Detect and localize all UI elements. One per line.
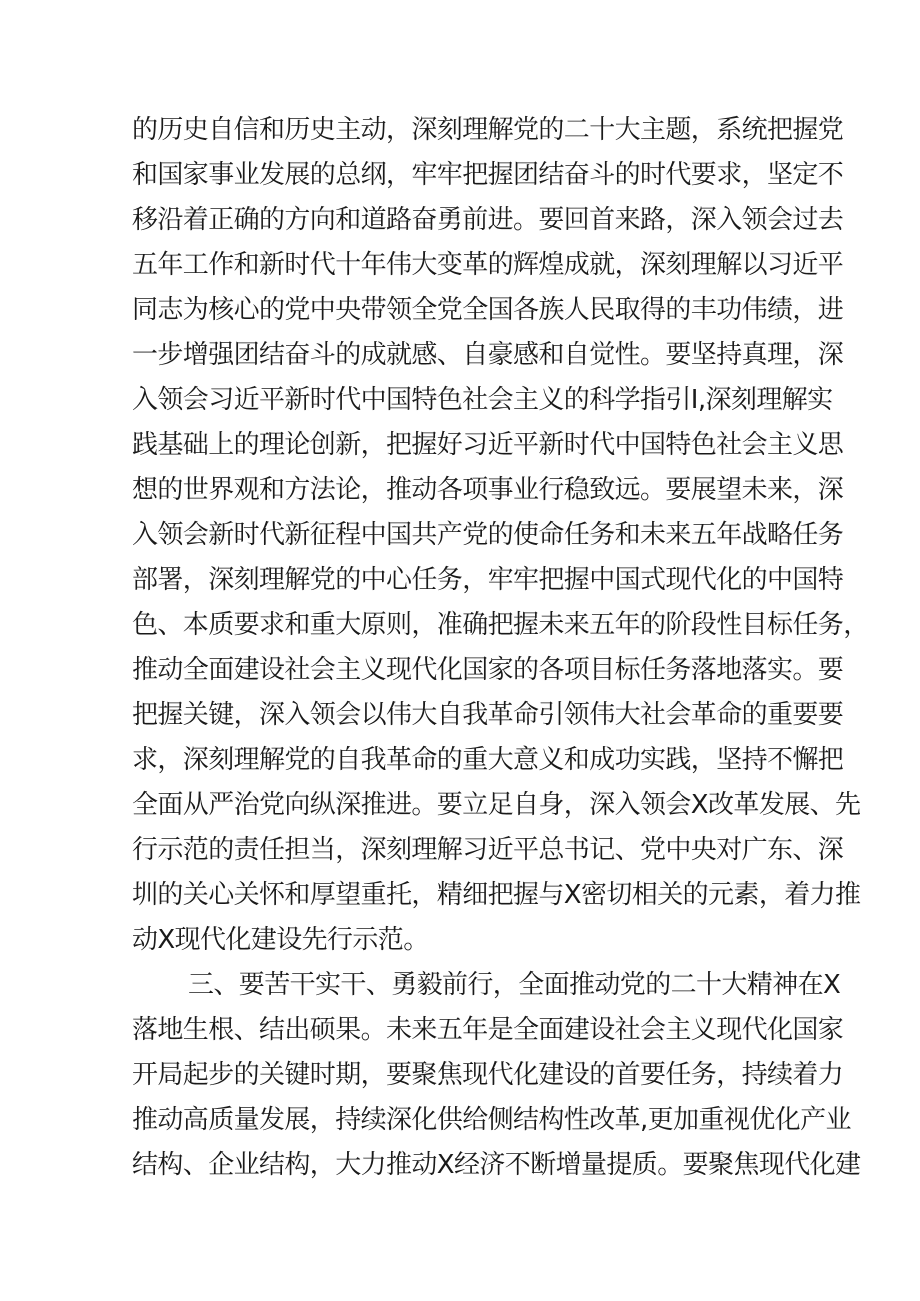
text-line: 的历史自信和历史主动，深刻理解党的二十大主题，系统把握党 xyxy=(132,115,844,145)
text-line: 入领会习近平新时代中国特色社会主义的科学指引I,深刻理解实 xyxy=(132,385,833,415)
text-line: 一步增强团结奋斗的成就感、自豪感和自觉性。要坚持真理，深 xyxy=(132,340,844,370)
text-line: 践基础上的理论创新，把握好习近平新时代中国特色社会主义思 xyxy=(132,430,844,460)
text-line: 部署，深刻理解党的中心任务，牢牢把握中国式现代化的中国特 xyxy=(132,565,844,595)
text-line: 圳的关心关怀和厚望重托，精细把握与X密切相关的元素，着力推 xyxy=(132,880,861,910)
document-body xyxy=(132,108,869,1188)
text-line: 和国家事业发展的总纲，牢牢把握团结奋斗的时代要求，坚定不 xyxy=(132,160,844,190)
text-line: 推动高质量发展，持续深化供给侧结构性改革,更加重视优化产业 xyxy=(132,1105,851,1135)
text-line: 行示范的责任担当，深刻理解习近平总书记、党中央对广东、深 xyxy=(132,835,844,865)
text-line: 动X现代化建设先行示范。 xyxy=(132,925,429,955)
text-line: 入领会新时代新征程中国共产党的使命任务和未来五年战略任务 xyxy=(132,520,844,550)
text-line: 落地生根、结出硕果。未来五年是全面建设社会主义现代化国家 xyxy=(132,1015,844,1045)
text-line: 把握关键，深入领会以伟大自我革命引领伟大社会革命的重要要 xyxy=(132,700,844,730)
section-heading-line: 三、要苦干实干、勇毅前行，全面推动党的二十大精神在X xyxy=(188,970,841,1000)
text-line: 想的世界观和方法论，推动各项事业行稳致远。要展望未来，深 xyxy=(132,475,844,505)
text-line: 移沿着正确的方向和道路奋勇前进。要回首来路，深入领会过去 xyxy=(132,205,844,235)
text-line: 推动全面建设社会主义现代化国家的各项目标任务落地落实。要 xyxy=(132,655,844,685)
text-line: 开局起步的关键时期，要聚焦现代化建设的首要任务，持续着力 xyxy=(132,1060,844,1090)
text-line: 五年工作和新时代十年伟大变革的辉煌成就，深刻理解以习近平 xyxy=(132,250,844,280)
text-line: 全面从严治党向纵深推进。要立足自身，深入领会X改革发展、先 xyxy=(132,790,861,820)
text-line: 色、本质要求和重大原则，准确把握未来五年的阶段性目标任务， xyxy=(132,610,869,640)
text-line: 结构、企业结构，大力推动X经济不断增量提质。要聚焦现代化建 xyxy=(132,1150,861,1180)
text-line: 求，深刻理解党的自我革命的重大意义和成功实践，坚持不懈把 xyxy=(132,745,844,775)
text-line: 同志为核心的党中央带领全党全国各族人民取得的丰功伟绩，进 xyxy=(132,295,844,325)
